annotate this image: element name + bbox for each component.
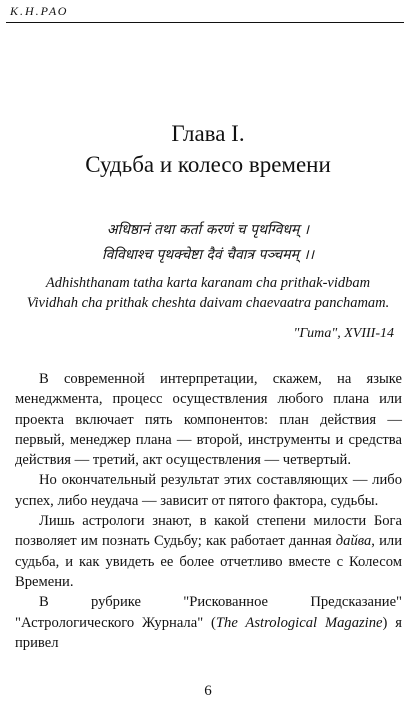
epigraph-transliteration-line-1: Adhishthanam tatha karta karanam cha prithak-vidbam [45,275,371,291]
chapter-title: Судьба и колесо времени [85,152,331,177]
paragraph-1: В современной интерпретации, скажем, на языке менеджмента, процесс осуществления любого плана или проекта включает пять компонентов: план действия — первый, менеджер плана — второй, инструменты и средства действия — третий, акт осуществления — четвертый. [15,371,402,469]
paragraph-4-title: The Astrological Magazine [215,614,383,631]
body-text [15,369,402,653]
paragraph-4-part-b: ) я привел [15,614,402,651]
epigraph-transliteration-line-2: Vividhah cha prithak cheshta daivam chaevaatra panchamam. [26,295,390,311]
chapter-number: Глава I. [171,121,245,146]
paragraph-3 [15,511,402,592]
paragraph-2: Но окончательный результат этих составляющих — либо успех, либо неудача — зависит от пятого фактора, судьбы. [15,472,402,509]
paragraph-4-part-a: В рубрике "Рискованное Предсказание" "Астрологического Журнала" ( [15,594,402,631]
page-number: 6 [204,683,212,699]
paragraph-3-term: дайва [335,533,372,550]
header-rule [6,22,404,23]
epigraph-sanskrit-line-2: विविधाश्च पृथक्चेष्टा दैवं चैवात्र पञ्चमम् ।। [101,247,315,263]
paragraph-3-part-a: Лишь астрологи знают, в какой степени милости Бога позволяет им познать Судьбу; как работает данная [15,513,402,550]
paragraph-4 [15,592,402,653]
epigraph-sanskrit-line-1: अधिष्ठानं तथा कर्ता करणं च पृथग्विधम् । [106,222,310,238]
epigraph-source: "Гита", XVIII-14 [293,326,394,341]
running-head: К.Н.РАО [10,4,69,18]
paragraph-3-part-b: , или судьба, и как увидеть ее более отчетливо вместе с Колесом Времени. [15,533,403,590]
